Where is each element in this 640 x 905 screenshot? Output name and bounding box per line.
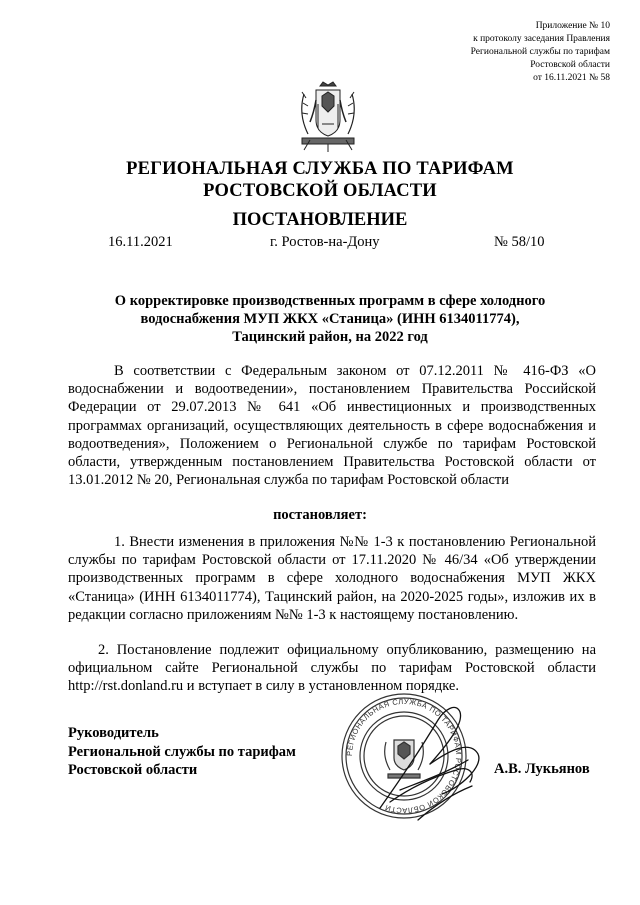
signer-title-line: Региональной службы по тарифам: [68, 743, 296, 760]
signer-title: [68, 724, 296, 780]
subject-line: водоснабжения МУП ЖКХ «Станица» (ИНН 6134011774),: [140, 311, 520, 327]
appendix-note: [390, 20, 610, 85]
document-type: ПОСТАНОВЛЕНИЕ: [232, 210, 408, 230]
seal-text: РЕГИОНАЛЬНАЯ СЛУЖБА ПО ТАРИФАМ РОСТОВСКОЙ ОБЛАСТИ: [344, 696, 464, 816]
preamble-paragraph: В соответствии с Федеральным законом от 07.12.2011 № 416-ФЗ «О водоснабжении и водоотведении», постановлением Правительства Российской Федерации от 29.07.2013 № 641 «Об инвестиционных и производственных программах организаций, осуществляющих деятельность в сфере водоснабжения и водоотведения», Положением о Региональной службе по тарифам Ростовской области, утвержденным постановлением Правительства Ростовской области от 13.01.2012 № 20, Региональная служба по тарифам Ростовской области: [68, 363, 596, 489]
appendix-line: Приложение № 10: [535, 21, 610, 31]
subject-line: О корректировке производственных программ в сфере холодного: [114, 293, 546, 309]
item-2-paragraph: 2. Постановление подлежит официальному опубликованию, размещению на официальном сайте Региональной службы по тарифам Ростовской области http://rst.donland.ru и вступает в силу в установленном порядке.: [68, 642, 596, 695]
decree-word: постановляет:: [273, 507, 367, 523]
handwritten-signature-icon: [360, 690, 490, 840]
appendix-line: Ростовской области: [530, 60, 610, 70]
document-subject: [100, 292, 560, 346]
coat-of-arms-icon: [296, 80, 360, 154]
organization-line: РОСТОВСКОЙ ОБЛАСТИ: [203, 181, 437, 201]
signer-title-line: Руководитель: [68, 725, 159, 741]
organization-title: [0, 158, 640, 202]
document-city: г. Ростов-на-Дону: [270, 234, 380, 250]
organization-line: РЕГИОНАЛЬНАЯ СЛУЖБА ПО ТАРИФАМ: [126, 159, 514, 179]
item-1-paragraph: 1. Внести изменения в приложения №№ 1-3 к постановлению Региональной службы по тарифам Ростовской области от 17.11.2020 № 46/34 «Об утверждении производственных программ в сфере холодного водоснабжения МУП ЖКХ «Станица» (ИНН 6134011774), Тацинский район, на 2020-2025 годы», изложив их в редакции согласно приложениям №№ 1-3 к настоящему постановлению.: [68, 534, 596, 623]
signer-name: А.В. Лукьянов: [494, 761, 590, 777]
document-number: № 58/10: [494, 234, 545, 250]
subject-line: Тацинский район, на 2022 год: [232, 329, 428, 345]
signer-title-line: Ростовской области: [68, 762, 198, 778]
appendix-line: Региональной службы по тарифам: [470, 47, 610, 57]
document-date: 16.11.2021: [108, 234, 173, 250]
appendix-line: от 16.11.2021 № 58: [533, 73, 610, 83]
appendix-line: к протоколу заседания Правления: [473, 34, 610, 44]
